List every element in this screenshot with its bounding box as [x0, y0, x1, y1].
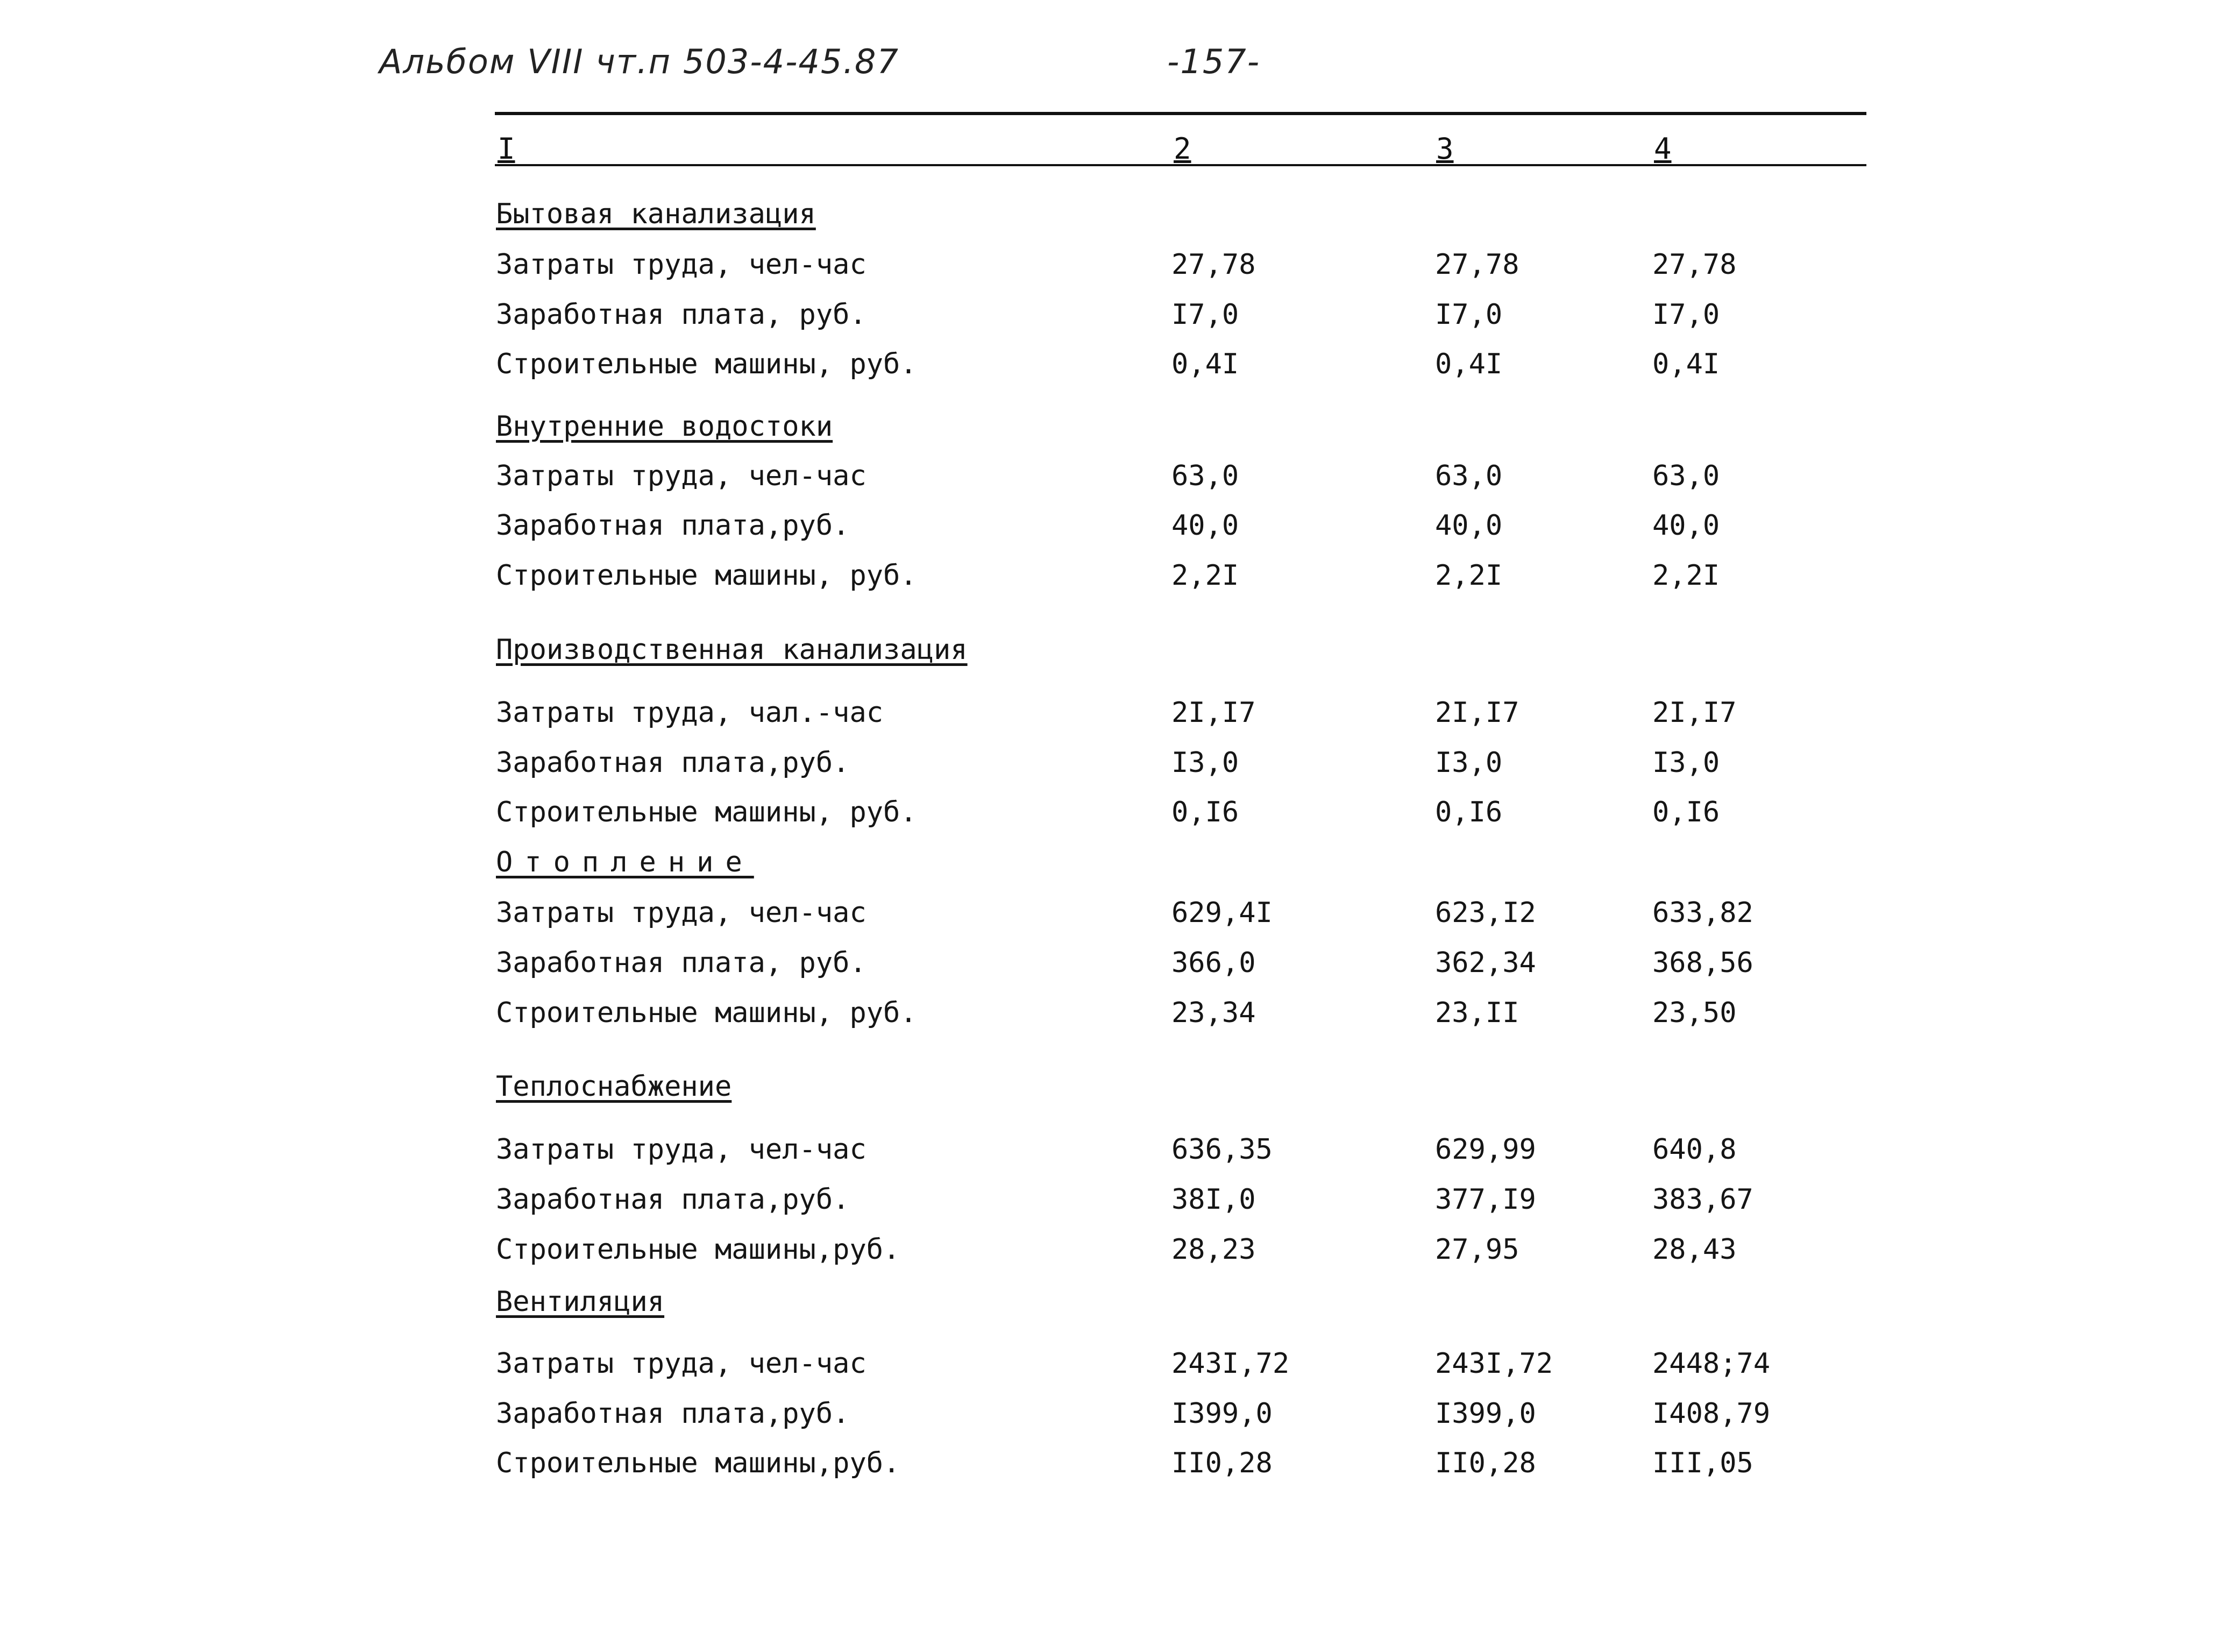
row-value: 2I,I7: [1652, 697, 1737, 729]
row-value: 40,0: [1652, 509, 1720, 542]
section-title: Отопление: [496, 846, 754, 878]
row-value: I7,0: [1435, 299, 1503, 331]
row-value: I399,0: [1171, 1398, 1273, 1430]
row-value: 2,2I: [1435, 559, 1503, 592]
table-top-rule: [495, 112, 1866, 115]
row-label: Строительные машины,руб.: [496, 1233, 900, 1266]
row-value: 40,0: [1435, 509, 1503, 542]
row-value: 0,4I: [1171, 348, 1239, 380]
row-value: 23,34: [1171, 997, 1256, 1029]
row-value: 27,95: [1435, 1233, 1519, 1266]
row-value: 0,I6: [1171, 796, 1239, 828]
row-value: 40,0: [1171, 509, 1239, 542]
row-value: 366,0: [1171, 947, 1256, 979]
row-label: Затраты труда, чел-час: [496, 249, 867, 281]
row-value: 2,2I: [1652, 559, 1720, 592]
row-label: Заработная плата, руб.: [496, 299, 867, 331]
section-title: Внутренние водостоки: [496, 410, 833, 443]
row-value: II0,28: [1435, 1447, 1536, 1479]
row-value: I3,0: [1171, 747, 1239, 779]
column-header-1: I: [498, 132, 515, 166]
row-label: Заработная плата,руб.: [496, 509, 850, 542]
row-value: 27,78: [1171, 249, 1256, 281]
row-label: Затраты труда, чел-час: [496, 1133, 867, 1166]
row-label: Заработная плата,руб.: [496, 747, 850, 779]
row-label: Затраты труда, чел-час: [496, 1348, 867, 1380]
row-label: Заработная плата,руб.: [496, 1183, 850, 1216]
column-header-2: 2: [1174, 132, 1191, 166]
row-label: Затраты труда, чал.-час: [496, 697, 884, 729]
row-value: 23,II: [1435, 997, 1519, 1029]
row-value: 362,34: [1435, 947, 1536, 979]
column-header-4: 4: [1654, 132, 1672, 166]
row-value: I399,0: [1435, 1398, 1536, 1430]
row-value: 640,8: [1652, 1133, 1737, 1166]
row-value: 629,99: [1435, 1133, 1536, 1166]
row-value: 2I,I7: [1171, 697, 1256, 729]
row-label: Строительные машины,руб.: [496, 1447, 900, 1479]
row-value: 0,I6: [1435, 796, 1503, 828]
row-label: Заработная плата, руб.: [496, 947, 867, 979]
section-title: Бытовая канализация: [496, 198, 816, 230]
row-value: 63,0: [1435, 460, 1503, 492]
row-label: Строительные машины, руб.: [496, 997, 917, 1029]
row-value: 0,I6: [1652, 796, 1720, 828]
row-value: 377,I9: [1435, 1183, 1536, 1216]
row-value: 23,50: [1652, 997, 1737, 1029]
row-value: 28,43: [1652, 1233, 1737, 1266]
page-number: -157-: [1167, 42, 1261, 81]
row-value: 633,82: [1652, 897, 1753, 929]
row-value: 2,2I: [1171, 559, 1239, 592]
row-value: 27,78: [1435, 249, 1519, 281]
section-title: Вентиляция: [496, 1286, 665, 1318]
row-value: II0,28: [1171, 1447, 1273, 1479]
row-value: I408,79: [1652, 1398, 1771, 1430]
row-value: 0,4I: [1652, 348, 1720, 380]
row-value: 629,4I: [1171, 897, 1273, 929]
row-value: III,05: [1652, 1447, 1753, 1479]
row-label: Затраты труда, чел-час: [496, 897, 867, 929]
row-value: I3,0: [1652, 747, 1720, 779]
column-header-3: 3: [1436, 132, 1454, 166]
row-value: 368,56: [1652, 947, 1753, 979]
row-value: I3,0: [1435, 747, 1503, 779]
row-value: I7,0: [1171, 299, 1239, 331]
row-value: 2448;74: [1652, 1348, 1771, 1380]
album-reference: Альбом VIII чт.п 503-4-45.87: [379, 42, 899, 81]
row-label: Строительные машины, руб.: [496, 348, 917, 380]
row-label: Затраты труда, чел-час: [496, 460, 867, 492]
row-label: Строительные машины, руб.: [496, 559, 917, 592]
row-value: 27,78: [1652, 249, 1737, 281]
row-value: 636,35: [1171, 1133, 1273, 1166]
row-value: I7,0: [1652, 299, 1720, 331]
row-value: 38I,0: [1171, 1183, 1256, 1216]
row-value: 0,4I: [1435, 348, 1503, 380]
section-title: Производственная канализация: [496, 634, 968, 666]
row-value: 623,I2: [1435, 897, 1536, 929]
row-label: Строительные машины, руб.: [496, 796, 917, 828]
row-value: 243I,72: [1171, 1348, 1290, 1380]
row-value: 28,23: [1171, 1233, 1256, 1266]
row-label: Заработная плата,руб.: [496, 1398, 850, 1430]
row-value: 383,67: [1652, 1183, 1753, 1216]
row-value: 2I,I7: [1435, 697, 1519, 729]
row-value: 243I,72: [1435, 1348, 1553, 1380]
row-value: 63,0: [1652, 460, 1720, 492]
row-value: 63,0: [1171, 460, 1239, 492]
section-title: Теплоснабжение: [496, 1070, 732, 1103]
